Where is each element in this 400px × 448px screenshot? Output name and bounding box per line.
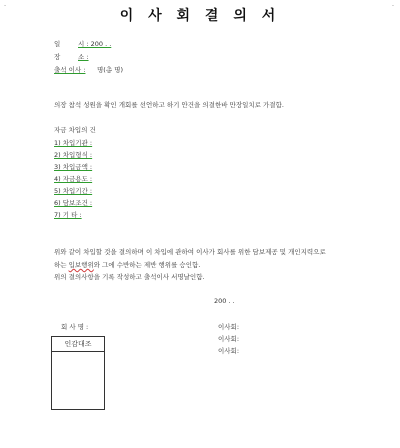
resolution-line: 위의 결의사항을 기록 작성하고 출석이사 서명날인함. <box>54 273 205 281</box>
resolution-line: 위와 같이 차입할 것을 결의하며 이 차입에 관하여 이사가 회사를 위한 담보제공 및 개인지력으로 <box>54 248 326 256</box>
company-name-label: 회 사 명 : <box>61 323 89 331</box>
director-signature-line: 이사회: <box>218 347 240 355</box>
agenda-item: 7) 기 타 : <box>54 211 82 219</box>
document-title: 이 사 회 결 의 서 <box>119 8 281 24</box>
sign-date: 200 . . <box>214 297 235 305</box>
place-value: 소 : <box>78 53 89 61</box>
corner-mark-right: - <box>391 2 394 9</box>
place-label: 장 <box>54 53 61 61</box>
date-label: 일 <box>54 40 61 48</box>
agenda-item: 5) 차입기간 : <box>54 187 93 195</box>
attend-label: 출석 이사 : <box>54 66 86 74</box>
attend-value: 명(총 명) <box>97 66 123 74</box>
resolution-highlight: 입보행위 <box>68 261 94 269</box>
director-signature-line: 이사회: <box>218 335 240 343</box>
date-value: 시 : 200 . . <box>78 40 112 48</box>
resolution-text: 하는 <box>54 261 69 269</box>
director-signature-line: 이사회: <box>218 323 240 331</box>
seal-label: 인감대조 <box>52 337 104 352</box>
intro-text: 의장 참석 성원을 확인 개회를 선언하고 하기 안건을 의결한바 만장일치로 가결함. <box>54 101 284 109</box>
corner-mark-left: - <box>4 2 7 9</box>
resolution-line <box>54 261 200 269</box>
agenda-item: 2) 차입형식 : <box>54 151 93 159</box>
agenda-item: 3) 차입금액 : <box>54 163 93 171</box>
agenda-item: 1) 차입기관 : <box>54 139 93 147</box>
resolution-text: 와 그에 수반하는 제반 행위를 승인함. <box>93 261 201 269</box>
agenda-item: 6) 담보조건 : <box>54 199 93 207</box>
agenda-title: 자금 차입의 건 <box>54 126 96 134</box>
agenda-item: 4) 자금용도 : <box>54 175 93 183</box>
seal-verification-box <box>51 336 105 410</box>
